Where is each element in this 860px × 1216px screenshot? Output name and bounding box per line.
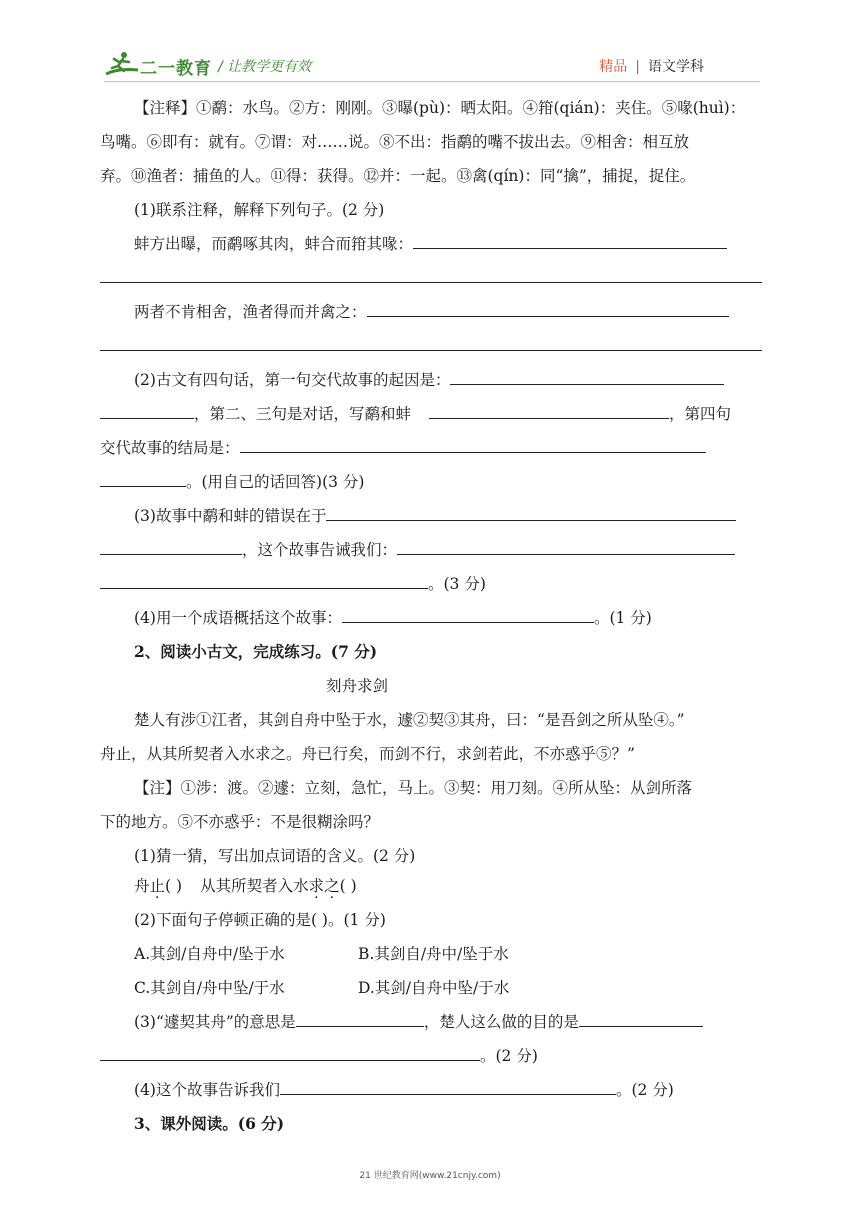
answer-blank[interactable] bbox=[429, 402, 669, 419]
q2-l2a-text: ，第二、三句是对话，写鹬和蚌 bbox=[194, 405, 412, 423]
page-header bbox=[0, 0, 860, 92]
answer-blank[interactable] bbox=[240, 436, 706, 453]
q3a-text: (3)“遽契其舟”的意思是 bbox=[134, 1013, 296, 1031]
answer-blank[interactable] bbox=[296, 1010, 424, 1027]
story-notes-2: 下的地方。⑤不亦惑乎：不是很糊涂吗？ bbox=[100, 813, 380, 831]
q2-l2b-text: ，第四句 bbox=[669, 405, 732, 423]
section-3-heading: 3、课外阅读。(6 分) bbox=[134, 1114, 285, 1133]
subject-label: 语文学科 bbox=[648, 59, 704, 75]
s2-q3-line-1 bbox=[134, 1010, 796, 1032]
option-a: A.其剑/自舟中/坠于水 bbox=[134, 945, 285, 963]
q2-l4-text: 。(用自己的话回答)(3 分) bbox=[186, 473, 365, 491]
q2-line-4 bbox=[100, 470, 762, 492]
q3-l3-text: 。(3 分) bbox=[428, 575, 486, 593]
answer-blank[interactable] bbox=[326, 504, 736, 521]
word-text: 舟 bbox=[134, 877, 150, 895]
s2-q2-prompt: (2)下面句子停顿正确的是( )。(1 分) bbox=[134, 911, 386, 929]
q2-line-2 bbox=[100, 402, 762, 424]
option-b: B.其剑自/舟中/坠于水 bbox=[358, 945, 509, 963]
q2-line-3 bbox=[100, 436, 762, 458]
answer-blank[interactable] bbox=[100, 402, 194, 419]
quality-label: 精品 bbox=[599, 59, 628, 75]
s2-q1-items bbox=[134, 874, 796, 896]
word-text: 从其所契者入水 bbox=[200, 877, 309, 895]
answer-line[interactable] bbox=[100, 282, 762, 283]
q1-s2-text: 两者不肯相舍，渔者得而并禽之： bbox=[134, 303, 367, 321]
page-footer: 21 世纪教育网(www.21cnjy.com) bbox=[359, 1171, 501, 1181]
story-para-1: 楚人有涉①江者，其剑自舟中坠于水，遽②契③其舟，曰：“是吾剑之所从坠④。” bbox=[134, 711, 685, 729]
answer-blank[interactable] bbox=[100, 470, 186, 487]
q2-line-1 bbox=[134, 368, 796, 390]
answer-blank[interactable] bbox=[100, 538, 242, 555]
dotted-word: 止 bbox=[149, 877, 166, 895]
q4b-text: 。(2 分) bbox=[615, 1081, 674, 1099]
answer-blank[interactable] bbox=[367, 300, 729, 317]
answer-paren[interactable]: ( ) bbox=[165, 877, 183, 895]
section-2-heading: 2、阅读小古文，完成练习。(7 分) bbox=[134, 642, 378, 661]
s2-q3-line-2 bbox=[100, 1044, 762, 1066]
answer-blank[interactable] bbox=[579, 1010, 703, 1027]
q3c-text: 。(2 分) bbox=[480, 1047, 538, 1065]
q1-prompt: (1)联系注释，解释下列句子。(2 分) bbox=[134, 201, 385, 219]
logo-text: 二一教育 bbox=[140, 59, 212, 79]
notes-line-1: 【注释】①鹬：水鸟。②方：刚刚。③曝(pù)：晒太阳。④箝(qián)：夹住。⑤喙(huì)： bbox=[134, 99, 746, 117]
q3b-text: ，楚人这么做的目的是 bbox=[423, 1013, 579, 1031]
answer-blank[interactable] bbox=[100, 572, 428, 589]
q1-s1-text: 蚌方出曝，而鹬啄其肉，蚌合而箝其喙： bbox=[134, 235, 414, 253]
q2-l3-text: 交代故事的结局是： bbox=[100, 439, 240, 457]
answer-line[interactable] bbox=[100, 350, 762, 351]
option-c: C.其剑自/舟中坠/于水 bbox=[134, 979, 285, 997]
q3-l2-text: ，这个故事告诫我们： bbox=[242, 541, 398, 559]
answer-blank[interactable] bbox=[280, 1078, 616, 1095]
answer-blank[interactable] bbox=[100, 1044, 480, 1061]
q3-line-2 bbox=[100, 538, 762, 560]
slogan: / 让教学更有效 bbox=[218, 59, 312, 75]
q4a-text: (4)这个故事告诉我们 bbox=[134, 1081, 280, 1099]
s2-q1-prompt: (1)猜一猜，写出加点词语的含义。(2 分) bbox=[134, 847, 416, 865]
q1-sentence-2 bbox=[134, 300, 796, 322]
q3-l1-text: (3)故事中鹬和蚌的错误在于 bbox=[134, 507, 327, 525]
runner-logo-icon bbox=[104, 50, 140, 78]
dotted-word: 之 bbox=[324, 877, 340, 895]
dotted-word: 求 bbox=[308, 877, 325, 895]
q4-line bbox=[134, 606, 796, 628]
q4-l1b-text: 。(1 分) bbox=[593, 609, 652, 627]
story-notes-1: 【注】①涉：渡。②遽：立刻，急忙，马上。③契：用刀刻。④所从坠：从剑所落 bbox=[134, 779, 693, 797]
notes-line-2: 鸟嘴。⑥即有：就有。⑦谓：对……说。⑧不出：指鹬的嘴不拔出去。⑨相舍：相互放 bbox=[100, 133, 690, 151]
header-badge bbox=[599, 56, 704, 76]
q1-sentence-1 bbox=[134, 232, 796, 254]
q3-line-3 bbox=[100, 572, 762, 594]
header-divider bbox=[104, 81, 760, 82]
q4-l1-text: (4)用一个成语概括这个故事： bbox=[134, 609, 342, 627]
answer-blank[interactable] bbox=[413, 232, 727, 249]
story-title: 刻舟求剑 bbox=[326, 677, 389, 695]
badge-separator: | bbox=[635, 59, 640, 75]
s2-q4-line bbox=[134, 1078, 796, 1100]
option-d: D.其剑/自舟中坠/于水 bbox=[358, 979, 510, 997]
answer-blank[interactable] bbox=[450, 368, 724, 385]
q2-l1-text: (2)古文有四句话，第一句交代故事的起因是： bbox=[134, 371, 451, 389]
story-para-2: 舟止，从其所契者入水求之。舟已行矣，而剑不行，求剑若此，不亦惑乎⑤？” bbox=[100, 745, 635, 763]
q3-line-1 bbox=[134, 504, 796, 526]
answer-paren[interactable]: ( ) bbox=[339, 877, 357, 895]
answer-blank[interactable] bbox=[342, 606, 594, 623]
notes-line-3: 弃。⑩渔者：捕鱼的人。⑪得：获得。⑫并：一起。⑬禽(qín)：同“擒”，捕捉，捉住。 bbox=[100, 167, 696, 185]
answer-blank[interactable] bbox=[397, 538, 735, 555]
